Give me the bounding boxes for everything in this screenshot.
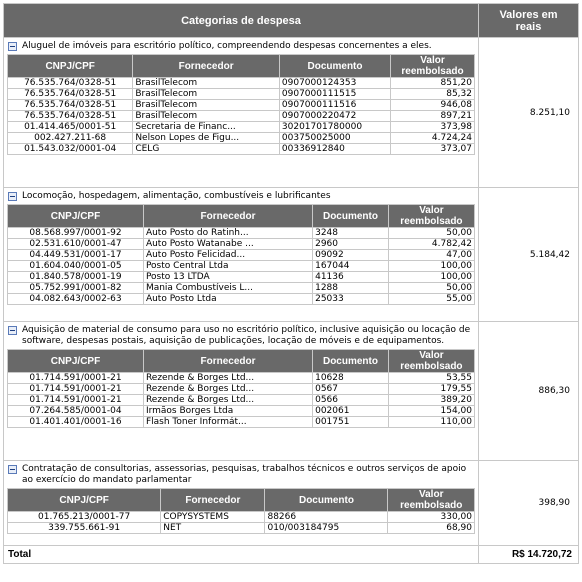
- documento-cell: 003750025000: [279, 133, 390, 144]
- category-title-text: Aquisição de material de consumo para uso no escritório político, inclusive aquisição ou locação de software, despesas postais, aquisição de publicações, locação de móveis e de equipamentos.: [22, 325, 471, 346]
- header-categorias: Categorias de despesa: [4, 4, 479, 38]
- documento-header: Documento: [313, 350, 389, 373]
- fornecedor-header: Fornecedor: [133, 55, 280, 78]
- fornecedor-cell: Rezende & Borges Ltd...: [143, 373, 312, 384]
- total-value: R$ 14.720,72: [479, 546, 579, 564]
- documento-header: Documento: [313, 205, 389, 228]
- valor-header: Valor reembolsado: [388, 205, 474, 228]
- documento-cell: 1288: [313, 283, 389, 294]
- expense-table: [3, 3, 579, 564]
- category-title: [7, 41, 475, 52]
- valor-cell: 50,00: [388, 228, 474, 239]
- fornecedor-cell: Secretaria de Financ...: [133, 122, 280, 133]
- valor-cell: 85,32: [391, 89, 475, 100]
- cnpj-header: CNPJ/CPF: [8, 489, 161, 512]
- supplier-row: [8, 272, 475, 283]
- valor-cell: 68,90: [388, 523, 475, 534]
- valor-cell: 50,00: [388, 283, 474, 294]
- fornecedor-header: Fornecedor: [143, 350, 312, 373]
- valor-cell: 55,00: [388, 294, 474, 305]
- valor-cell: 100,00: [388, 272, 474, 283]
- valor-cell: 373,98: [391, 122, 475, 133]
- category-title: [7, 325, 475, 347]
- supplier-header-row: [8, 489, 475, 512]
- documento-cell: 0566: [313, 395, 389, 406]
- documento-cell: 2960: [313, 239, 389, 250]
- valor-cell: 851,20: [391, 78, 475, 89]
- supplier-row: [8, 406, 475, 417]
- valor-cell: 179,55: [388, 384, 474, 395]
- category-total: 398,90: [479, 461, 579, 546]
- supplier-table: [7, 204, 475, 305]
- supplier-row: [8, 100, 475, 111]
- collapse-icon[interactable]: [8, 192, 17, 201]
- cnpj-header: CNPJ/CPF: [8, 55, 133, 78]
- category-cell: [4, 461, 479, 546]
- cnpj-cell: 01.543.032/0001-04: [8, 144, 133, 155]
- cnpj-cell: 01.714.591/0001-21: [8, 384, 144, 395]
- cnpj-cell: 01.401.401/0001-16: [8, 417, 144, 428]
- supplier-table: [7, 349, 475, 428]
- fornecedor-cell: Flash Toner Informát...: [143, 417, 312, 428]
- supplier-row: [8, 512, 475, 523]
- fornecedor-cell: Nelson Lopes de Figu...: [133, 133, 280, 144]
- supplier-row: [8, 395, 475, 406]
- documento-cell: 25033: [313, 294, 389, 305]
- cnpj-cell: 76.535.764/0328-51: [8, 100, 133, 111]
- documento-cell: 00336912840: [279, 144, 390, 155]
- fornecedor-cell: BrasilTelecom: [133, 89, 280, 100]
- documento-cell: 0907000111516: [279, 100, 390, 111]
- fornecedor-header: Fornecedor: [143, 205, 312, 228]
- fornecedor-header: Fornecedor: [161, 489, 265, 512]
- category-title-text: Aluguel de imóveis para escritório político, compreendendo despesas concernentes a eles.: [22, 41, 432, 51]
- documento-cell: 09092: [313, 250, 389, 261]
- category-total: 5.184,42: [479, 188, 579, 322]
- documento-cell: 0907000111515: [279, 89, 390, 100]
- valor-cell: 53,55: [388, 373, 474, 384]
- documento-cell: 001751: [313, 417, 389, 428]
- documento-cell: 0907000220472: [279, 111, 390, 122]
- valor-cell: 154,00: [388, 406, 474, 417]
- fornecedor-cell: Mania Combustíveis L...: [143, 283, 312, 294]
- cnpj-header: CNPJ/CPF: [8, 205, 144, 228]
- valor-header: Valor reembolsado: [388, 489, 475, 512]
- documento-cell: 3248: [313, 228, 389, 239]
- collapse-icon[interactable]: [8, 465, 17, 474]
- valor-header: Valor reembolsado: [388, 350, 474, 373]
- supplier-row: [8, 523, 475, 534]
- fornecedor-cell: COPYSYSTEMS: [161, 512, 265, 523]
- fornecedor-cell: Rezende & Borges Ltd...: [143, 395, 312, 406]
- category-row: [4, 38, 579, 188]
- valor-cell: 897,21: [391, 111, 475, 122]
- total-row: [4, 546, 579, 564]
- supplier-row: [8, 373, 475, 384]
- collapse-icon[interactable]: [8, 42, 17, 51]
- cnpj-cell: 01.714.591/0001-21: [8, 373, 144, 384]
- cnpj-cell: 02.531.610/0001-47: [8, 239, 144, 250]
- supplier-row: [8, 78, 475, 89]
- cnpj-cell: 01.840.578/0001-19: [8, 272, 144, 283]
- supplier-row: [8, 239, 475, 250]
- cnpj-cell: 76.535.764/0328-51: [8, 89, 133, 100]
- cnpj-cell: 08.568.997/0001-92: [8, 228, 144, 239]
- documento-cell: 0907000124353: [279, 78, 390, 89]
- supplier-table: [7, 54, 475, 155]
- cnpj-cell: 04.449.531/0001-17: [8, 250, 144, 261]
- cnpj-header: CNPJ/CPF: [8, 350, 144, 373]
- cnpj-cell: 04.082.643/0002-63: [8, 294, 144, 305]
- cnpj-cell: 01.714.591/0001-21: [8, 395, 144, 406]
- cnpj-cell: 76.535.764/0328-51: [8, 111, 133, 122]
- valor-cell: 100,00: [388, 261, 474, 272]
- cnpj-cell: 07.264.585/0001-04: [8, 406, 144, 417]
- valor-cell: 330,00: [388, 512, 475, 523]
- fornecedor-cell: CELG: [133, 144, 280, 155]
- cnpj-cell: 76.535.764/0328-51: [8, 78, 133, 89]
- fornecedor-cell: Auto Posto Felicidad...: [143, 250, 312, 261]
- supplier-header-row: [8, 205, 475, 228]
- supplier-row: [8, 122, 475, 133]
- documento-cell: 41136: [313, 272, 389, 283]
- fornecedor-cell: BrasilTelecom: [133, 78, 280, 89]
- documento-cell: 167044: [313, 261, 389, 272]
- documento-cell: 0567: [313, 384, 389, 395]
- supplier-row: [8, 417, 475, 428]
- valor-cell: 389,20: [388, 395, 474, 406]
- fornecedor-cell: Rezende & Borges Ltd...: [143, 384, 312, 395]
- category-total: 8.251,10: [479, 38, 579, 188]
- supplier-row: [8, 261, 475, 272]
- valor-cell: 373,07: [391, 144, 475, 155]
- documento-cell: 10628: [313, 373, 389, 384]
- supplier-header-row: [8, 350, 475, 373]
- category-title: [7, 464, 475, 486]
- category-row: [4, 322, 579, 461]
- supplier-row: [8, 294, 475, 305]
- cnpj-cell: 01.414.465/0001-51: [8, 122, 133, 133]
- documento-header: Documento: [279, 55, 390, 78]
- header-valores: Valores em reais: [479, 4, 579, 38]
- documento-cell: 88266: [265, 512, 388, 523]
- supplier-row: [8, 250, 475, 261]
- cnpj-cell: 01.604.040/0001-05: [8, 261, 144, 272]
- cnpj-cell: 002.427.211-68: [8, 133, 133, 144]
- category-row: [4, 461, 579, 546]
- supplier-row: [8, 283, 475, 294]
- supplier-table: [7, 488, 475, 534]
- valor-header: Valor reembolsado: [391, 55, 475, 78]
- supplier-row: [8, 89, 475, 100]
- category-row: [4, 188, 579, 322]
- cnpj-cell: 01.765.213/0001-77: [8, 512, 161, 523]
- documento-cell: 010/003184795: [265, 523, 388, 534]
- documento-cell: 30201701780000: [279, 122, 390, 133]
- category-title: [7, 191, 475, 202]
- category-cell: [4, 188, 479, 322]
- supplier-row: [8, 144, 475, 155]
- total-label: Total: [4, 546, 479, 564]
- collapse-icon[interactable]: [8, 326, 17, 335]
- valor-cell: 110,00: [388, 417, 474, 428]
- category-title-text: Locomoção, hospedagem, alimentação, combustíveis e lubrificantes: [22, 191, 331, 201]
- supplier-header-row: [8, 55, 475, 78]
- documento-cell: 002061: [313, 406, 389, 417]
- cnpj-cell: 05.752.991/0001-82: [8, 283, 144, 294]
- category-cell: [4, 38, 479, 188]
- fornecedor-cell: BrasilTelecom: [133, 111, 280, 122]
- fornecedor-cell: Posto 13 LTDA: [143, 272, 312, 283]
- supplier-row: [8, 133, 475, 144]
- fornecedor-cell: BrasilTelecom: [133, 100, 280, 111]
- fornecedor-cell: Auto Posto do Ratinh...: [143, 228, 312, 239]
- header-row: [4, 4, 579, 38]
- fornecedor-cell: Auto Posto Watanabe ...: [143, 239, 312, 250]
- fornecedor-cell: Auto Posto Ltda: [143, 294, 312, 305]
- cnpj-cell: 339.755.661-91: [8, 523, 161, 534]
- supplier-row: [8, 228, 475, 239]
- fornecedor-cell: NET: [161, 523, 265, 534]
- supplier-row: [8, 384, 475, 395]
- category-total: 886,30: [479, 322, 579, 461]
- valor-cell: 946,08: [391, 100, 475, 111]
- valor-cell: 4.782,42: [388, 239, 474, 250]
- category-title-text: Contratação de consultorias, assessorias, pesquisas, trabalhos técnicos e outros serviços de apoio ao exercício do mandato parlamentar: [22, 464, 467, 485]
- valor-cell: 4.724,24: [391, 133, 475, 144]
- supplier-row: [8, 111, 475, 122]
- fornecedor-cell: Posto Central Ltda: [143, 261, 312, 272]
- fornecedor-cell: Irmãos Borges Ltda: [143, 406, 312, 417]
- category-cell: [4, 322, 479, 461]
- documento-header: Documento: [265, 489, 388, 512]
- valor-cell: 47,00: [388, 250, 474, 261]
